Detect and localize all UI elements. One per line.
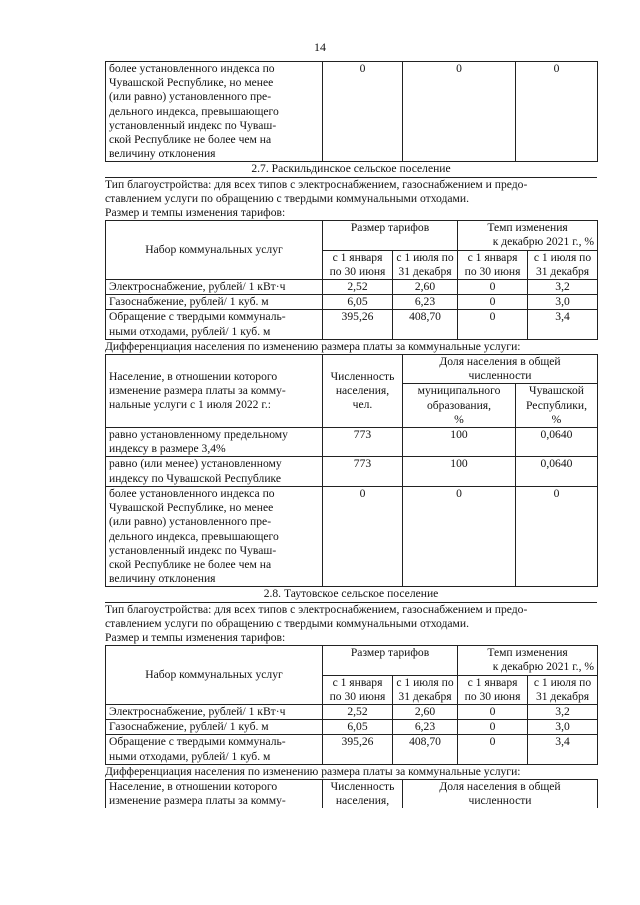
value-cell: 2,52 (323, 280, 393, 295)
service-label: Газоснабжение, рублей/ 1 куб. м (106, 720, 323, 735)
population-category-cell: более установленного индекса по Чувашской Республике, но менее (или равно) установленного пре- дельного индекса, превышающего установленный индекс по Чуваш- ской Республике не более чем на величину отклонения (106, 486, 323, 586)
header-change-rate: Темп изменения к декабрю 2021 г., % (458, 221, 598, 250)
header-tariff-size: Размер тарифов (323, 221, 458, 250)
page-number: 14 (314, 40, 326, 54)
value-cell: 3,2 (528, 704, 598, 719)
diff-table (105, 779, 598, 808)
header-population-share: Доля населения в общей численности (403, 779, 598, 808)
table-row (106, 457, 598, 486)
improvement-type-line: Тип благоустройства: для всех типов с электроснабжением, газоснабжением и предо- (105, 602, 528, 616)
population-count-cell: 773 (323, 457, 403, 486)
improvement-type-line: Тип благоустройства: для всех типов с электроснабжением, газоснабжением и предо- (105, 177, 528, 191)
diff-table (105, 354, 598, 587)
service-label: Обращение с твердыми коммуналь- ными отходами, рублей/ 1 куб. м (106, 735, 323, 764)
differentiation-caption: Дифференциация населения по изменению размера платы за коммунальные услуги: (105, 764, 521, 778)
service-label: Газоснабжение, рублей/ 1 куб. м (106, 295, 323, 310)
table-row (106, 295, 598, 310)
value-cell: 2,60 (393, 280, 458, 295)
header-municipal: муниципального образования, % (403, 384, 516, 428)
population-count-cell: 773 (323, 428, 403, 457)
population-category-cell: равно установленному предельному индексу в размере 3,4% (106, 428, 323, 457)
table-row (106, 428, 598, 457)
subheader-period: с 1 июля по 31 декабря (528, 250, 598, 279)
differentiation-caption: Дифференциация населения по изменению размера платы за коммунальные услуги: (105, 339, 521, 353)
value-cell: 6,23 (393, 720, 458, 735)
municipal-share-cell: 100 (403, 428, 516, 457)
population-category-cell: более установленного индекса по Чувашской Республике, но менее (или равно) установленного пре- дельного индекса, превышающего установленный индекс по Чуваш- ской Республике не более чем на величину отклонения (106, 62, 323, 162)
population-count-cell: 0 (323, 486, 403, 586)
tariffs-caption: Размер и темпы изменения тарифов: (105, 206, 286, 220)
municipal-share-cell: 0 (403, 62, 516, 162)
value-cell: 3,0 (528, 720, 598, 735)
header-population-count: Численность населения, чел. (323, 355, 403, 428)
header-service-set: Набор коммунальных услуг (106, 221, 323, 280)
improvement-type-line: ставлением услуги по обращению с твердыми коммунальными отходами. (105, 191, 470, 205)
subheader-period: с 1 января по 30 июня (458, 675, 528, 704)
diff-table-continuation (105, 61, 598, 162)
value-cell: 0 (458, 295, 528, 310)
value-cell: 0 (458, 280, 528, 295)
value-cell: 408,70 (393, 310, 458, 339)
table-row (106, 310, 598, 339)
value-cell: 395,26 (323, 735, 393, 764)
value-cell: 6,05 (323, 295, 393, 310)
value-cell: 408,70 (393, 735, 458, 764)
value-cell: 3,4 (528, 735, 598, 764)
subheader-period: с 1 июля по 31 декабря (393, 250, 458, 279)
value-cell: 2,52 (323, 704, 393, 719)
municipal-share-cell: 0 (403, 486, 516, 586)
subheader-period: с 1 января по 30 июня (323, 250, 393, 279)
value-cell: 0 (458, 310, 528, 339)
table-row (106, 280, 598, 295)
header-population: Население, в отношении которого изменение размера платы за комму- (106, 779, 323, 808)
tariff-table (105, 220, 598, 340)
header-tariff-size: Размер тарифов (323, 646, 458, 675)
service-label: Электроснабжение, рублей/ 1 кВт·ч (106, 704, 323, 719)
improvement-type-line: ставлением услуги по обращению с твердыми коммунальными отходами. (105, 616, 470, 630)
tariff-table (105, 645, 598, 765)
value-cell: 395,26 (323, 310, 393, 339)
value-cell: 3,4 (528, 310, 598, 339)
table-row (106, 720, 598, 735)
value-cell: 2,60 (393, 704, 458, 719)
page-content (105, 61, 597, 808)
header-republic: Чувашской Республики, % (516, 384, 598, 428)
header-service-set: Набор коммунальных услуг (106, 646, 323, 705)
service-label: Электроснабжение, рублей/ 1 кВт·ч (106, 280, 323, 295)
section-title: 2.7. Раскильдинское сельское поселение (105, 162, 597, 177)
value-cell: 0 (458, 720, 528, 735)
value-cell: 6,05 (323, 720, 393, 735)
section-title: 2.8. Таутовское сельское поселение (105, 587, 597, 602)
table-row (106, 735, 598, 764)
header-population-count: Численность населения, (323, 779, 403, 808)
population-category-cell: равно (или менее) установленному индексу по Чувашской Республике (106, 457, 323, 486)
value-cell: 0 (458, 735, 528, 764)
value-cell: 0 (458, 704, 528, 719)
header-change-rate: Темп изменения к декабрю 2021 г., % (458, 646, 598, 675)
republic-share-cell: 0 (516, 486, 598, 586)
subheader-period: с 1 июля по 31 декабря (528, 675, 598, 704)
table-row (106, 486, 598, 586)
table-row (106, 62, 598, 162)
subheader-period: с 1 января по 30 июня (458, 250, 528, 279)
value-cell: 3,0 (528, 295, 598, 310)
subheader-period: с 1 июля по 31 декабря (393, 675, 458, 704)
subheader-period: с 1 января по 30 июня (323, 675, 393, 704)
table-row (106, 704, 598, 719)
header-population: Население, в отношении которого изменение размера платы за комму- нальные услуги с 1 июля 2022 г.: (106, 355, 323, 428)
header-population-share: Доля населения в общей численности (403, 355, 598, 384)
service-label: Обращение с твердыми коммуналь- ными отходами, рублей/ 1 куб. м (106, 310, 323, 339)
population-count-cell: 0 (323, 62, 403, 162)
municipal-share-cell: 100 (403, 457, 516, 486)
tariffs-caption: Размер и темпы изменения тарифов: (105, 630, 286, 644)
republic-share-cell: 0,0640 (516, 457, 598, 486)
value-cell: 3,2 (528, 280, 598, 295)
republic-share-cell: 0,0640 (516, 428, 598, 457)
value-cell: 6,23 (393, 295, 458, 310)
republic-share-cell: 0 (516, 62, 598, 162)
